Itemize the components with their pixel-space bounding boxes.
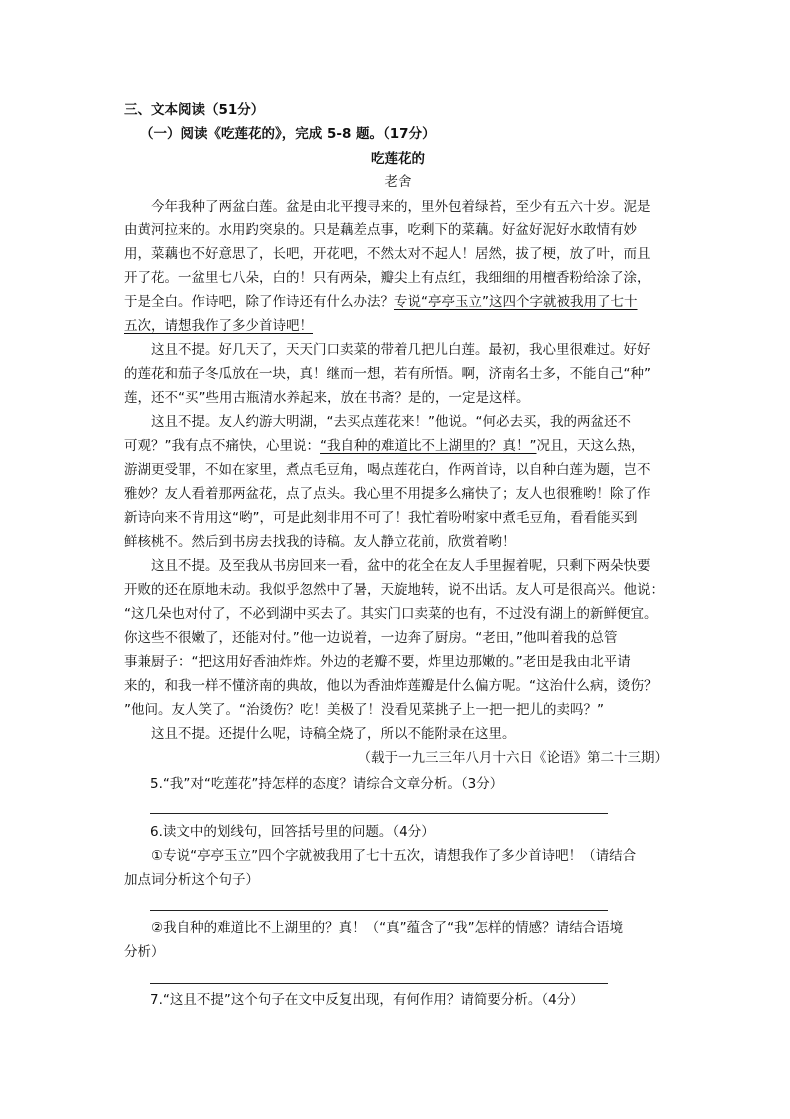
question-6-part-1: ①专说“亭亭玉立”四个字就被我用了七十五次，请想我作了多少首诗吧！（请结合 bbox=[124, 848, 637, 864]
paragraph-line: 这且不提。还提什么呢，诗稿全烧了，所以不能附录在这里。 bbox=[124, 726, 516, 742]
paragraph-line: 今年我种了两盆白莲。盆是由北平搜寻来的，里外包着绿苔，至少有五六十岁。泥是 bbox=[124, 199, 651, 215]
paragraph-line: 由黄河拉来的。水用趵突泉的。只是藕差点事，吃剩下的菜藕。好盆好泥好水敢情有妙 bbox=[124, 222, 637, 238]
section-heading: 三、文本阅读（51分） bbox=[124, 102, 265, 118]
paragraph-line bbox=[124, 316, 672, 336]
paragraph-line: 游湖更受罪，不如在家里，煮点毛豆角，喝点莲花白，作两首诗，以自种白莲为题，岂不 bbox=[124, 462, 651, 478]
paragraph-line: 莲，还不“买”些用古瓶清水养起来，放在书斋？是的，一定是这样。 bbox=[124, 390, 530, 406]
question-6-part-2: ②我自种的难道比不上湖里的？真！（“真”蕴含了“我”怎样的情感？请结合语境 bbox=[124, 920, 624, 936]
article-source: （载于一九三三年八月十六日《论语》第二十三期） bbox=[357, 750, 668, 766]
paragraph-text: 可观？”我有点不痛快，心里说： bbox=[124, 438, 320, 454]
paragraph-line: 雅妙？友人看着那两盆花，点了点头。我心里不用提多么痛快了；友人也很雅哟！除了作 bbox=[124, 486, 651, 502]
underlined-sentence-1: 专说“亭亭玉立”这四个字就被我用了七十 bbox=[394, 294, 638, 310]
paragraph-line: 这且不提。友人约游大明湖，“去买点莲花来！”他说。“何必去买，我的两盆还不 bbox=[124, 414, 631, 430]
answer-line bbox=[150, 813, 608, 814]
paragraph-line: “这几朵也对付了，不必到湖中买去了。其实门口卖菜的也有，不过没有湖上的新鲜便宜。 bbox=[124, 606, 658, 622]
article-author: 老舍 bbox=[384, 174, 412, 190]
question-7: 7.“这且不提”这个句子在文中反复出现，有何作用？请简要分析。（4分） bbox=[150, 992, 584, 1008]
article-title: 吃莲花的 bbox=[371, 151, 425, 167]
answer-line bbox=[150, 983, 608, 984]
underlined-sentence-2: “我自种的难道比不上湖里的？真！” bbox=[320, 438, 537, 454]
underlined-sentence-1-cont: 五次，请想我作了多少首诗吧！ bbox=[124, 318, 313, 334]
paragraph-text: 于是全白。作诗吧，除了作诗还有什么办法？ bbox=[124, 294, 394, 310]
paragraph-line bbox=[124, 436, 672, 456]
paragraph-line: 用，菜藕也不好意思了，长吧，开花吧，不然太对不起人！居然，拔了梗，放了叶，而且 bbox=[124, 246, 651, 262]
answer-line bbox=[150, 910, 608, 911]
paragraph-line: 事兼厨子：“把这用好香油炸炸。外边的老瓣不要，炸里边那嫩的。”老田是我由北平请 bbox=[124, 654, 631, 670]
paragraph-text: 况且，天这么热， bbox=[536, 438, 645, 454]
question-6-part-2-cont: 分析） bbox=[124, 944, 165, 960]
paragraph-line: 这且不提。好几天了，天天门口卖菜的带着几把儿白莲。最初，我心里很难过。好好 bbox=[124, 342, 651, 358]
paragraph-line: 的莲花和茄子冬瓜放在一块，真！继而一想，若有所悟。啊，济南名士多，不能自己“种” bbox=[124, 366, 651, 382]
question-5: 5.“我”对“吃莲花”持怎样的态度？请综合文章分析。（3分） bbox=[150, 776, 504, 792]
paragraph-line: 开败的还在原地未动。我似乎忽然中了暑，天旋地转，说不出话。友人可是很高兴。他说： bbox=[124, 582, 664, 598]
paragraph-line: 来的，和我一样不懂济南的典故，他以为香油炸莲瓣是什么偏方呢。“这治什么病，烫伤？ bbox=[124, 678, 658, 694]
paragraph-line: 鲜核桃不。然后到书房去找我的诗稿。友人静立花前，欣赏着哟！ bbox=[124, 534, 516, 550]
paragraph-line bbox=[124, 292, 672, 312]
subsection-heading: （一）阅读《吃莲花的》，完成 5-8 题。（17分） bbox=[140, 126, 436, 142]
question-6-part-1-cont: 加点词分析这个句子） bbox=[124, 872, 259, 888]
paragraph-line: ”他问。友人笑了。“治烫伤？吃！美极了！没看见菜挑子上一把一把儿的卖吗？” bbox=[124, 702, 604, 718]
question-6: 6.读文中的划线句，回答括号里的问题。（4分） bbox=[150, 824, 435, 840]
paragraph-line: 你这些不很嫩了，还能对付。”他一边说着，一边奔了厨房。“老田，”他叫着我的总管 bbox=[124, 630, 618, 646]
paragraph-line: 开了花。一盆里七八朵，白的！只有两朵，瓣尖上有点红，我细细的用檀香粉给涂了涂， bbox=[124, 270, 651, 286]
paragraph-line: 这且不提。及至我从书房回来一看，盆中的花全在友人手里握着呢，只剩下两朵快要 bbox=[124, 558, 651, 574]
paragraph-line: 新诗向来不肯用这“哟”，可是此刻非用不可了！我忙着吩咐家中煮毛豆角，看看能买到 bbox=[124, 510, 638, 526]
